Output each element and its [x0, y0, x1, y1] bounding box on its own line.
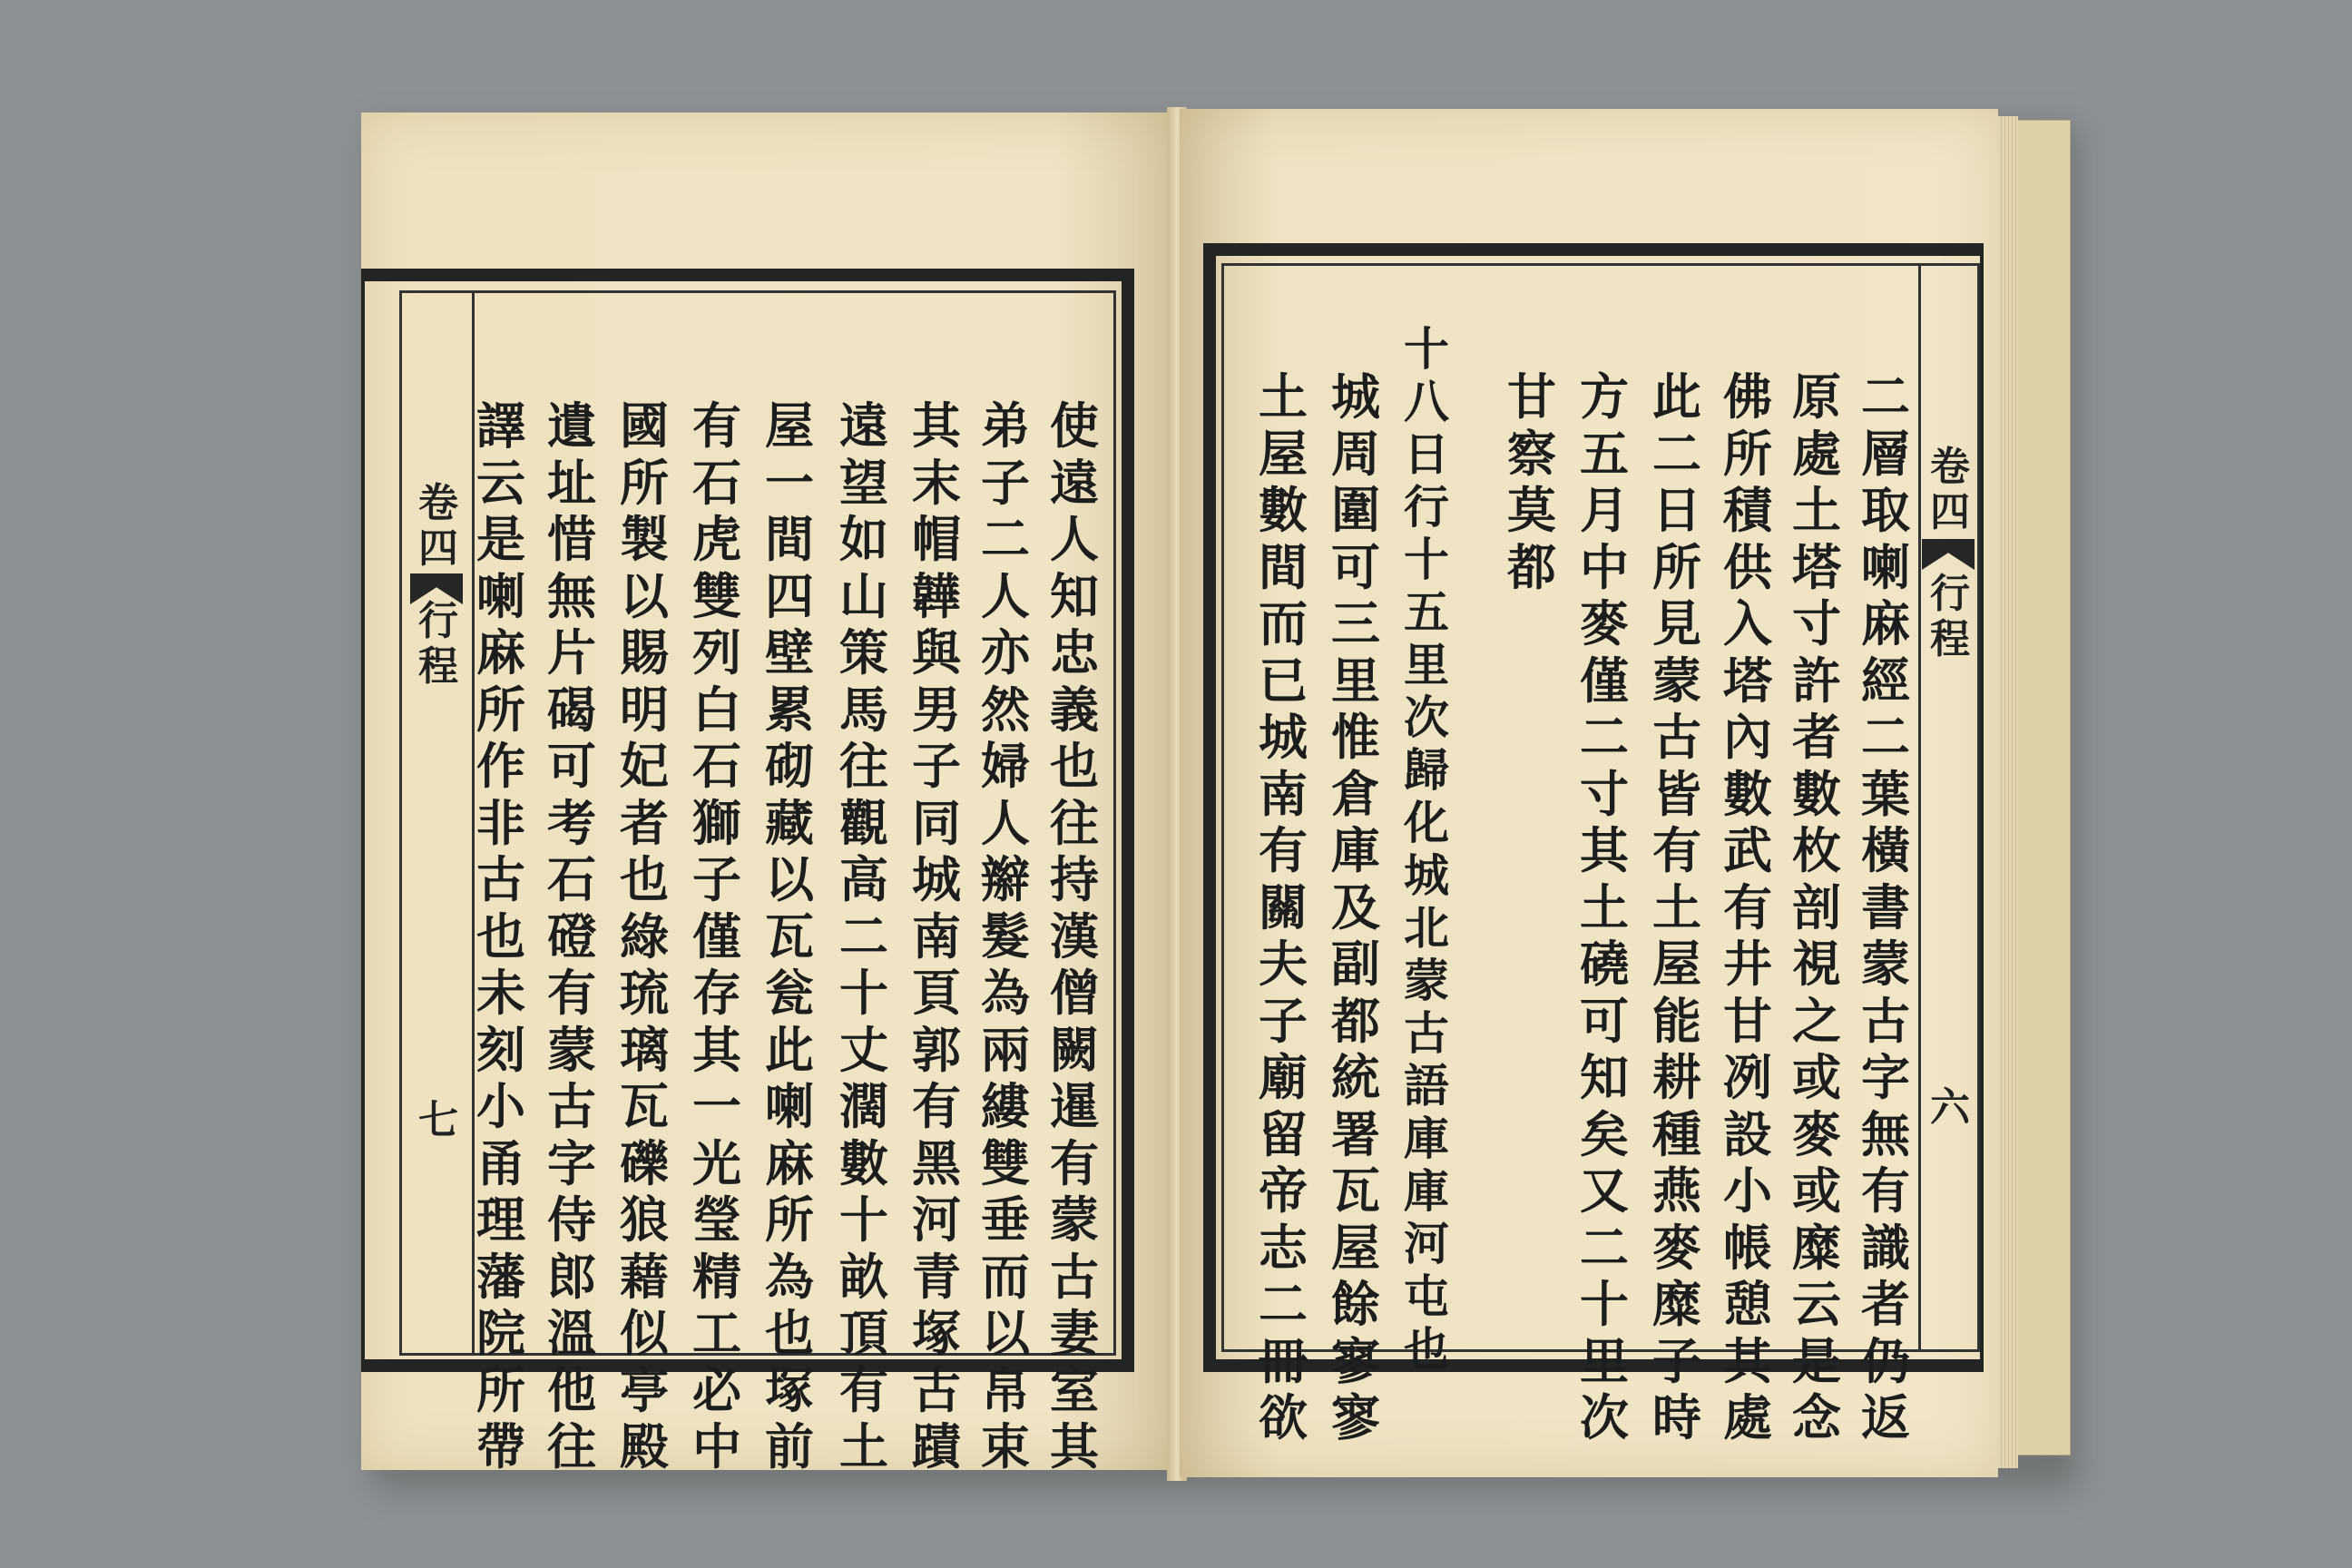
right-text-column-8: 城周圍可三里惟倉庫及副都統署瓦屋餘寥寥 [1331, 368, 1380, 1446]
left-text-column-6: 有石虎雙列白石獅子僅存其一光瑩精工必中 [692, 397, 741, 1475]
right-text-column-4: 此二日所見蒙古皆有土屋能耕種燕麥糜子時 [1652, 368, 1701, 1446]
left-text-column-5: 屋一間四壁累砌藏以瓦瓮此喇麻所為也塚前 [765, 397, 814, 1475]
right-text-column-7: 十八日行十五里次歸化城北蒙古語庫庫河屯也 [1404, 322, 1449, 1376]
right-margin-rule [1918, 263, 1921, 1352]
left-text-column-8: 遺址惜無片碣可考石磴有蒙古字侍郎溫他往 [547, 397, 596, 1475]
left-margin-title: 卷四 [418, 480, 458, 572]
right-page-number: 六 [1930, 1084, 1970, 1131]
right-margin-title: 卷四 [1930, 444, 1970, 535]
right-text-column-6: 甘察莫都 [1507, 368, 1556, 596]
left-text-column-7: 國所製以賜明妃者也綠琉璃瓦礫狼藉似亭殿 [620, 397, 669, 1475]
left-text-column-4: 遠望如山策馬往觀高二十丈濶數十畝頂有土 [839, 397, 888, 1475]
left-text-column-2: 弟子二人亦然婦人辮髮為兩縷雙垂而以帛束 [981, 397, 1030, 1475]
left-margin-section: 行程 [418, 598, 458, 690]
right-text-column-2: 原處土塔寸許者數枚剖視之或麥或糜云是念 [1792, 368, 1841, 1446]
left-text-column-1: 使遠人知忠義也往持漢僧闕暹有蒙古妻室其 [1050, 397, 1099, 1475]
right-text-column-3: 佛所積供入塔內數武有井甘冽設小帳憩其處 [1723, 368, 1772, 1446]
left-page-number: 七 [418, 1097, 458, 1143]
right-text-column-9: 土屋數間而已城南有關夫子廟留帝志二冊欲 [1259, 368, 1308, 1446]
right-text-column-5: 方五月中麥僅二寸其土磽可知矣又二十里次 [1580, 368, 1629, 1446]
right-text-column-1: 二層取喇麻經二葉橫書蒙古字無有識者仍返 [1861, 368, 1910, 1446]
left-text-column-9: 譯云是喇麻所作非古也未刻小甬理藩院所帶 [476, 397, 525, 1475]
left-text-column-3: 其末帽韡與男子同城南頁郭有黑河青塚古蹟 [912, 397, 961, 1475]
right-margin-section: 行程 [1930, 571, 1970, 662]
